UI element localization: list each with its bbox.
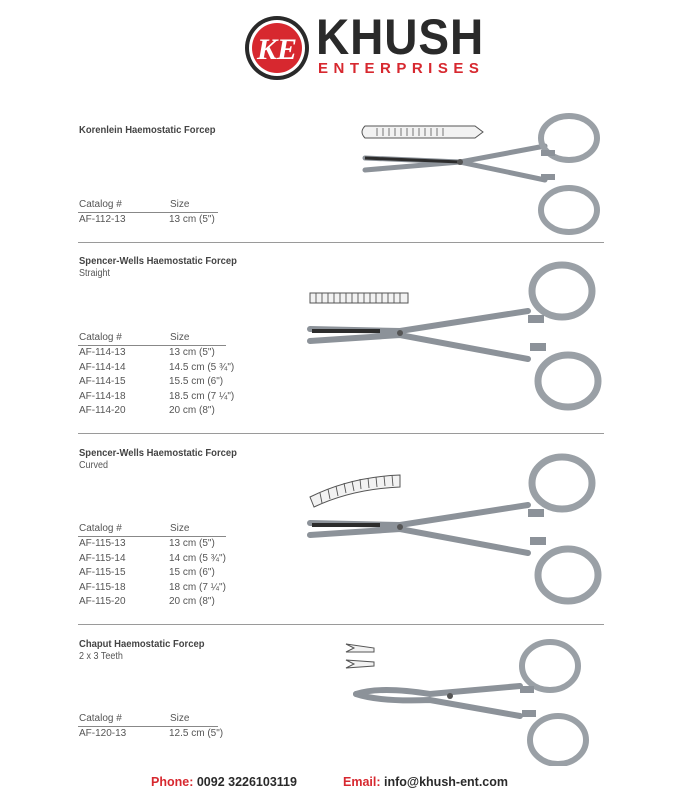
korenlein-forcep-icon	[355, 110, 610, 240]
catalog-code: AF-114-18	[79, 390, 126, 402]
size-value: 15 cm (6")	[169, 567, 215, 579]
footer-phone	[151, 775, 297, 789]
product-title: Chaput Haemostatic Forcep	[79, 638, 205, 650]
table-row	[79, 404, 234, 419]
table-row	[79, 552, 226, 567]
brand-monogram: KE	[256, 33, 298, 66]
table-row	[79, 581, 226, 596]
product-subtitle: Straight	[79, 268, 111, 279]
size-value: 13 cm (5")	[169, 347, 215, 358]
catalog-header: Catalog #	[79, 332, 122, 343]
table-row	[79, 595, 226, 610]
catalog-table	[79, 213, 215, 228]
size-header: Size	[170, 713, 190, 724]
size-value: 18 cm (7 ¼")	[169, 581, 226, 593]
size-value: 15.5 cm (6")	[169, 376, 224, 388]
catalog-code: AF-115-13	[79, 538, 126, 549]
spencer-wells-straight-forcep-icon	[300, 255, 610, 425]
catalog-code: AF-112-13	[79, 214, 126, 225]
catalog-table	[79, 537, 226, 610]
product-title: Spencer-Wells Haemostatic Forcep	[79, 447, 237, 459]
size-header: Size	[170, 199, 190, 210]
brand-name: KHUSH	[316, 9, 485, 65]
catalog-code: AF-120-13	[79, 728, 127, 739]
size-header: Size	[170, 332, 190, 343]
catalog-code: AF-115-14	[79, 552, 126, 564]
catalog-code: AF-115-18	[79, 581, 126, 593]
email-value[interactable]: info@khush-ent.com	[384, 775, 508, 789]
table-row	[79, 566, 226, 581]
product-subtitle: 2 x 3 Teeth	[79, 651, 123, 662]
table-row	[79, 727, 223, 742]
catalog-header: Catalog #	[79, 523, 122, 534]
size-value: 14 cm (5 ¾")	[169, 552, 226, 564]
product-title: Korenlein Haemostatic Forcep	[79, 124, 216, 136]
table-row	[79, 361, 234, 376]
size-value: 12.5 cm (5")	[169, 728, 224, 739]
size-header: Size	[170, 523, 190, 534]
catalog-code: AF-114-15	[79, 376, 126, 388]
size-value: 14.5 cm (5 ¾")	[169, 361, 235, 373]
catalog-header: Catalog #	[79, 713, 122, 724]
table-row	[79, 346, 234, 361]
footer-email	[343, 775, 508, 789]
catalog-code: AF-115-15	[79, 567, 126, 579]
spencer-wells-curved-forcep-icon	[300, 447, 610, 619]
size-value: 18.5 cm (7 ¼")	[169, 390, 235, 402]
size-value: 13 cm (5")	[169, 538, 215, 549]
brand-logo-icon	[243, 14, 311, 82]
size-value: 20 cm (8")	[169, 596, 215, 608]
table-row	[79, 390, 234, 405]
size-value: 20 cm (8")	[169, 405, 215, 417]
section-divider	[78, 433, 604, 434]
size-value: 13 cm (5")	[169, 214, 215, 225]
phone-label: Phone:	[151, 775, 194, 789]
table-row	[79, 375, 234, 390]
product-subtitle: Curved	[79, 460, 109, 471]
catalog-table	[79, 346, 234, 419]
catalog-table	[79, 727, 223, 742]
catalog-header: Catalog #	[79, 199, 122, 210]
brand-tagline: ENTERPRISES	[318, 60, 485, 77]
catalog-code: AF-114-20	[79, 405, 126, 417]
table-row	[79, 213, 215, 228]
catalog-code: AF-115-20	[79, 596, 126, 608]
chaput-forcep-icon	[340, 636, 610, 766]
catalog-code: AF-114-13	[79, 347, 126, 358]
email-label: Email:	[343, 775, 381, 789]
section-divider	[78, 242, 604, 243]
phone-value[interactable]: 0092 3226103119	[196, 775, 297, 789]
catalog-code: AF-114-14	[79, 361, 126, 373]
section-divider	[78, 624, 604, 625]
table-row	[79, 537, 226, 552]
product-title: Spencer-Wells Haemostatic Forcep	[79, 255, 237, 267]
